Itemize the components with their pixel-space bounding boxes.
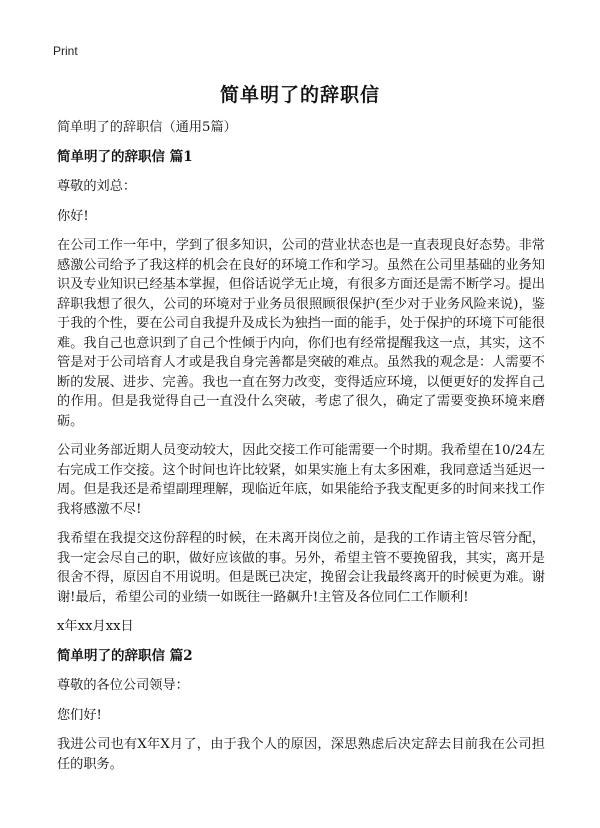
- section-1-date: x年xx月xx日: [57, 619, 134, 634]
- section-1-paragraph: 我希望在我提交这份辞程的时候，在未离开岗位之前，是我的工作请主管尽管分配，我一定会尽自己的职，做好应该做的事。另外，希望主管不要挽留我，其实，离开是很舍不得，原因自不用说明。但是既已决定，挽留会让我最终离开的时候更为难。谢谢!最后，希望公司的业绩一如既往一路飙升!主管及各位同仁工作顺利!: [57, 531, 545, 605]
- section-2-heading: 简单明了的辞职信 篇2: [57, 647, 193, 664]
- document-body: [57, 118, 545, 784]
- section-1-greeting: 你好!: [57, 208, 89, 224]
- section-1-salutation: 尊敬的刘总：: [57, 179, 137, 194]
- section-2-paragraph: 我进公司也有X年X月了，由于我个人的原因，深思熟虑后决定辞去目前我在公司担任的职务。: [57, 737, 545, 772]
- section-1-heading: 简单明了的辞职信 篇1: [57, 148, 193, 165]
- print-link[interactable]: Print: [53, 44, 78, 58]
- section-2-greeting: 您们好!: [57, 707, 102, 723]
- section-1-paragraph: 在公司工作一年中，学到了很多知识，公司的营业状态也是一直表现良好态势。非常感激公司给予了我这样的机会在良好的环境工作和学习。虽然在公司里基础的业务知识及专业知识已经基本掌握，但俗话说学无止境，有很多方面还是需不断学习。提出辞职我想了很久，公司的环境对于业务员很照顾很保护(至少对于业务风险来说)，鉴于我的个性，要在公司自我提升及成长为独挡一面的能手，处于保护的环境下可能很难。我自己也意识到了自己个性倾于内向，你们也有经常提醒我这一点，其实，这不管是对于公司培育人才或是我自身完善都是突破的难点。虽然我的观念是：人需要不断的发展、进步、完善。我也一直在努力改变，变得适应环境，以便更好的发挥自己的作用。但是我觉得自己一直没什么突破，考虑了很久，确定了需要变换环境来磨砺。: [57, 238, 545, 429]
- section-2-salutation: 尊敬的各位公司领导：: [57, 678, 189, 693]
- document-title: 简单明了的辞职信: [219, 84, 380, 106]
- document-subtitle: 简单明了的辞职信（通用5篇）: [57, 120, 237, 135]
- section-1-paragraph: 公司业务部近期人员变动较大，因此交接工作可能需要一个时期。我希望在10/24左右完成工作交接。这个时间也许比较紧，如果实施上有太多困难，我同意适当延迟一周。但是我还是希望副理理解，现临近年底，如果能给予我支配更多的时间来找工作我将感激不尽!: [57, 443, 545, 517]
